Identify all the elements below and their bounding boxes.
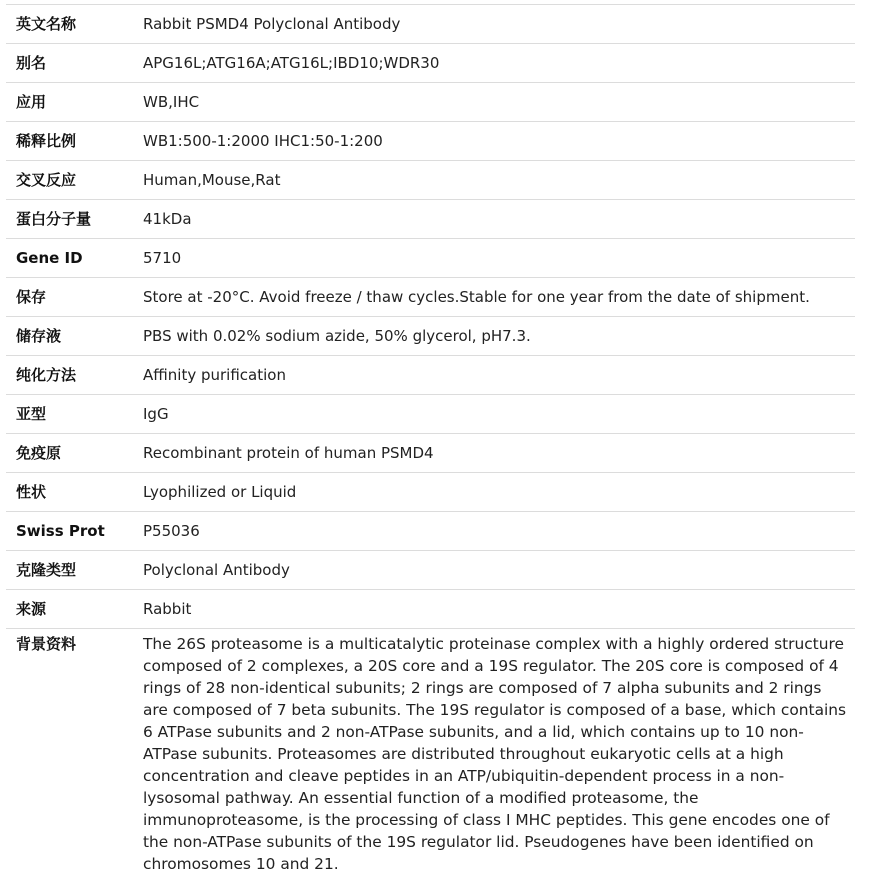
- row-label: 克隆类型: [16, 561, 77, 579]
- row-value: Store at -20°C. Avoid freeze / thaw cycles.Stable for one year from the date of shipment.: [143, 288, 810, 306]
- row-value: Human,Mouse,Rat: [143, 171, 281, 189]
- row-label: 稀释比例: [16, 132, 77, 150]
- row-background: [6, 629, 855, 875]
- row-value: Polyclonal Antibody: [143, 561, 290, 579]
- row-label: 背景资料: [16, 635, 77, 653]
- row-clonality: [6, 551, 855, 590]
- row-value: P55036: [143, 522, 200, 540]
- row-storage: [6, 278, 855, 317]
- row-molecular-weight: [6, 200, 855, 239]
- row-value: 5710: [143, 249, 182, 267]
- row-immunogen: [6, 434, 855, 473]
- background-text: The 26S proteasome is a multicatalytic proteinase complex with a highly ordered structure composed of 2 complexes, a 20S core and a 19S regulator. The 20S core is composed of 4 rings of 28 non-identical subunits; 2 rings are composed of 7 alpha subunits and 2 rings are composed of 7 beta subunits. The 19S regulator is composed of a base, which contains 6 ATPase subunits and 2 non-ATPase subunits, and a lid, which contains up to 10 non-ATPase subunits. Proteasomes are distributed throughout eukaryotic cells at a high concentration and cleave peptides in an ATP/ubiquitin-dependent process in a non-lysosomal pathway. An essential function of a modified proteasome, the immunoproteasome, is the processing of class I MHC peptides. This gene encodes one of the non-ATPase subunits of the 19S regulator lid. Pseudogenes have been identified on chromosomes 10 and 21.: [143, 635, 847, 873]
- row-value: Lyophilized or Liquid: [143, 483, 297, 501]
- row-value: Rabbit: [143, 600, 192, 618]
- row-value: Recombinant protein of human PSMD4: [143, 444, 434, 462]
- row-value: PBS with 0.02% sodium azide, 50% glycerol, pH7.3.: [143, 327, 531, 345]
- row-label: 储存液: [16, 327, 62, 345]
- row-label: 别名: [16, 54, 47, 72]
- row-application: [6, 83, 855, 122]
- row-value: 41kDa: [143, 210, 192, 228]
- row-label: 保存: [16, 288, 47, 306]
- row-label: 免疫原: [16, 444, 62, 462]
- row-value: Affinity purification: [143, 366, 286, 384]
- row-english-name: [6, 5, 855, 44]
- row-host: [6, 590, 855, 629]
- row-label: 纯化方法: [16, 366, 77, 384]
- row-dilution: [6, 122, 855, 161]
- row-label: 性状: [16, 483, 47, 501]
- row-cross-reactivity: [6, 161, 855, 200]
- row-label: 来源: [16, 600, 47, 618]
- row-form: [6, 473, 855, 512]
- row-value: APG16L;ATG16A;ATG16L;IBD10;WDR30: [143, 54, 440, 72]
- row-value: WB1:500-1:2000 IHC1:50-1:200: [143, 132, 383, 150]
- row-alias: [6, 44, 855, 83]
- row-gene-id: [6, 239, 855, 278]
- row-swiss-prot: [6, 512, 855, 551]
- row-label: 蛋白分子量: [16, 210, 92, 228]
- row-isotype: [6, 395, 855, 434]
- row-purification: [6, 356, 855, 395]
- row-value: WB,IHC: [143, 93, 200, 111]
- product-info-table: [6, 4, 855, 875]
- row-label: Swiss Prot: [16, 522, 105, 540]
- row-label: 英文名称: [16, 15, 77, 33]
- row-storage-buffer: [6, 317, 855, 356]
- row-label: Gene ID: [16, 249, 83, 267]
- row-value: Rabbit PSMD4 Polyclonal Antibody: [143, 15, 401, 33]
- row-value: IgG: [143, 405, 169, 423]
- row-label: 应用: [16, 93, 47, 111]
- row-label: 亚型: [16, 405, 47, 423]
- row-label: 交叉反应: [16, 171, 77, 189]
